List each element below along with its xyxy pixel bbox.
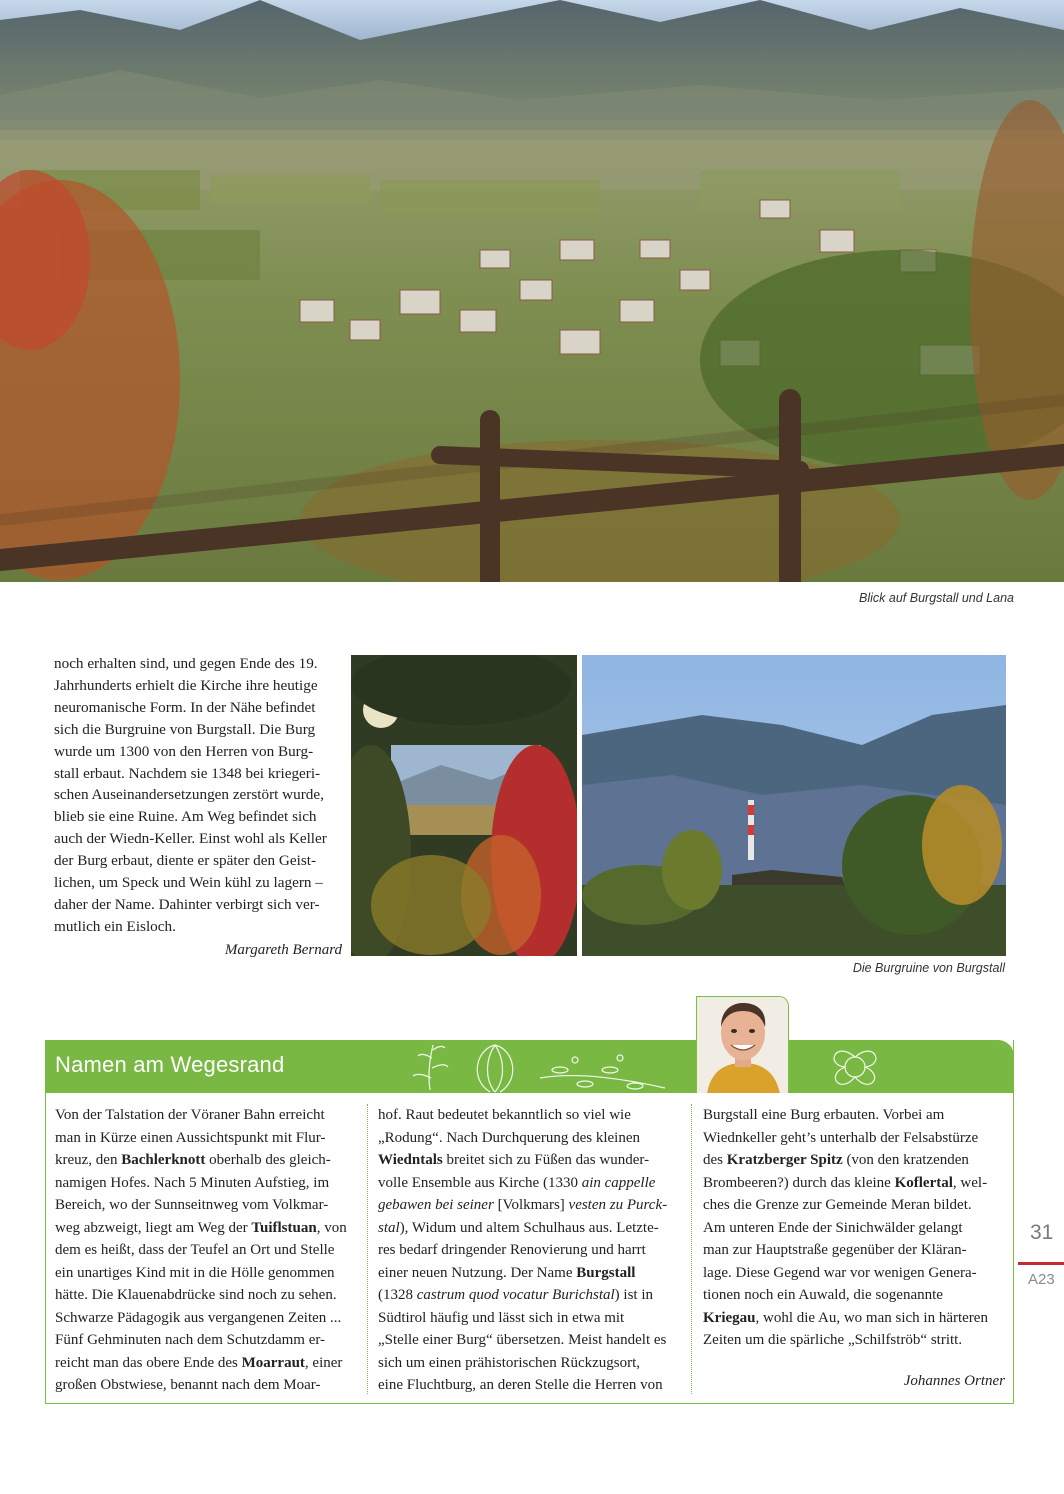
text-line — [55, 1352, 347, 1375]
text-line — [703, 1284, 988, 1307]
text-line — [378, 1239, 667, 1262]
column-divider — [367, 1104, 368, 1394]
article-line: noch erhalten sind, und gegen Ende des 19. — [54, 655, 318, 672]
text-run: tionen noch ein Auwald, die sogenannte — [703, 1287, 943, 1303]
text-line — [55, 1329, 347, 1352]
text-run: ein unartiges Kind mit in die Hölle genommen — [55, 1264, 335, 1281]
text-run: dem es heißt, dass der Teufel an Ort und Stelle — [55, 1242, 335, 1258]
text-run: breitet sich zu Füßen das wunder- — [442, 1152, 650, 1168]
article-line: auch der Wiedn-Keller. Einst wohl als Keller — [54, 830, 327, 848]
text-run: Zeiten um die spärliche „Schilfströb“ stritt. — [703, 1332, 963, 1348]
text-line — [703, 1262, 988, 1285]
text-run: (von den kratzenden — [842, 1152, 969, 1168]
text-line — [55, 1239, 347, 1262]
text-line — [378, 1307, 667, 1330]
text-run: eine Fluchtburg, an deren Stelle die Herren von — [378, 1377, 663, 1393]
text-line — [378, 1104, 667, 1127]
italic-quote: gebawen bei seiner — [378, 1197, 494, 1213]
page-accent-rule — [1018, 1262, 1064, 1265]
text-line — [55, 1217, 347, 1240]
text-line — [378, 1194, 667, 1217]
text-line — [703, 1149, 988, 1172]
text-line — [703, 1217, 988, 1240]
text-line — [378, 1352, 667, 1375]
italic-quote: vesten zu Purck- — [568, 1197, 668, 1213]
column-divider — [691, 1104, 692, 1394]
text-run: Bereich, wo der Sunnseitnweg vom Volkmar- — [55, 1197, 329, 1213]
article-line: lichen, um Speck und Wein kühl zu lagern – — [54, 874, 323, 892]
text-run: „Rodung“. Nach Durchquerung des kleinen — [378, 1129, 641, 1146]
text-line — [378, 1217, 667, 1240]
names-box-header — [45, 1040, 1014, 1093]
text-line — [55, 1262, 347, 1285]
text-run: ) ist in — [614, 1287, 653, 1303]
text-run: großen Obstwiese, benannt nach dem Moar- — [55, 1377, 321, 1393]
article-line: sich die Burgruine von Burgstall. Die Burg — [54, 720, 316, 738]
text-line — [55, 1284, 347, 1307]
article-line: wurde um 1300 von den Herren von Burg- — [54, 742, 314, 760]
text-run: Burgstall eine Burg erbauten. Vorbei am — [703, 1107, 945, 1123]
text-line — [378, 1284, 667, 1307]
text-run: volle Ensemble aus Kirche (1330 — [378, 1174, 582, 1191]
text-run: Schwarze Pädagogik aus vergangenen Zeiten ... — [55, 1309, 342, 1326]
author-portrait — [696, 996, 789, 1093]
text-run: des — [703, 1152, 727, 1168]
names-author: Johannes Ortner — [903, 1373, 1005, 1389]
text-run: man in Kürze einen Aussichtspunkt mit Flur- — [55, 1129, 326, 1146]
article-line: der Burg erbaut, diente er später den Geist- — [54, 852, 317, 870]
text-run: weg abzweigt, liegt am Weg der — [55, 1219, 252, 1236]
castle-ruin-photo — [582, 655, 1006, 956]
italic-quote: castrum quod vocatur Burichstal — [416, 1287, 615, 1303]
text-line — [378, 1149, 667, 1172]
text-line — [378, 1374, 667, 1397]
text-line — [378, 1329, 667, 1352]
text-line — [703, 1307, 988, 1330]
page-number: 31 — [1030, 1221, 1054, 1244]
text-line — [703, 1127, 988, 1150]
text-run: , von — [316, 1219, 347, 1236]
bold-place-name: Burgstall — [576, 1264, 636, 1281]
text-line — [703, 1172, 988, 1195]
text-run: (1328 — [378, 1287, 417, 1303]
text-run: lage. Diese Gegend war vor wenigen Genera- — [703, 1264, 977, 1281]
bold-place-name: Kratzberger Spitz — [726, 1152, 843, 1168]
text-run: einer neuen Nutzung. Der Name — [378, 1264, 577, 1281]
text-run: oberhalb des gleich- — [205, 1152, 331, 1168]
text-run: hof. Raut bedeutet bekanntlich so viel wie — [378, 1107, 631, 1123]
text-line — [378, 1172, 667, 1195]
text-line — [378, 1262, 667, 1285]
page-code: A23 — [1028, 1271, 1055, 1288]
hero-illustration — [0, 0, 1064, 582]
text-run: sich um einen prähistorischen Rückzugsort, — [378, 1354, 641, 1371]
article-body — [54, 653, 342, 938]
text-run: hätte. Die Klauenabdrücke sind noch zu sehen. — [55, 1287, 337, 1303]
text-run: reicht man das obere Ende des — [55, 1354, 242, 1371]
article-line: stall erbaut. Nachdem sie 1348 bei kriegeri- — [54, 764, 321, 782]
text-line — [378, 1127, 667, 1150]
text-run: Fünf Gehminuten nach dem Schutzdamm er- — [55, 1332, 326, 1348]
italic-quote: stal — [378, 1219, 400, 1236]
bold-place-name: Moarraut — [241, 1354, 305, 1371]
article-line: neuromanische Form. In der Nähe befindet — [54, 698, 316, 716]
text-run: namigen Hofes. Nach 5 Minuten Aufstieg, im — [55, 1174, 330, 1191]
text-run: kreuz, den — [55, 1152, 122, 1168]
text-run: „Stelle einer Burg“ übersetzen. Meist handelt es — [378, 1332, 667, 1348]
names-column-2 — [378, 1104, 667, 1397]
castle-photo-caption: Die Burgruine von Burgstall — [852, 961, 1005, 975]
text-line — [703, 1239, 988, 1262]
autumn-trees-photo — [351, 655, 577, 956]
text-line — [55, 1149, 347, 1172]
bold-place-name: Bachlerknott — [121, 1152, 206, 1168]
hero-caption: Blick auf Burgstall und Lana — [859, 591, 1014, 605]
text-line — [703, 1194, 988, 1217]
bold-place-name: Kriegau — [703, 1309, 756, 1326]
text-run: Wiednkeller geht’s unterhalb der Felsabstürze — [703, 1129, 979, 1146]
text-run: ), Widum und altem Schulhaus aus. Letzte- — [399, 1219, 659, 1236]
article-line: mutlich ein Eisloch. — [54, 917, 176, 935]
text-run: [Volkmars] — [493, 1197, 569, 1213]
hero-photo — [0, 0, 1064, 582]
bold-place-name: Tuiflstuan — [251, 1219, 317, 1236]
text-run: res bedarf dringender Renovierung und harrt — [378, 1242, 646, 1258]
text-run: , wohl die Au, wo man sich in härteren — [755, 1309, 988, 1326]
bold-place-name: Wiedntals — [378, 1152, 443, 1168]
names-box-title: Namen am Wegesrand — [55, 1052, 285, 1077]
names-column-3 — [703, 1104, 988, 1352]
text-run: man zur Hauptstraße gegenüber der Kläran- — [703, 1242, 967, 1258]
text-line — [55, 1127, 347, 1150]
text-line — [55, 1374, 347, 1397]
article-line: blieb sie eine Ruine. Am Weg befindet sich — [54, 808, 317, 826]
floral-ornaments — [45, 1040, 1014, 1093]
text-run: Brombeeren?) durch das kleine — [703, 1174, 895, 1191]
text-line — [703, 1104, 988, 1127]
italic-quote: ain cappelle — [581, 1174, 656, 1191]
article-line: Jahrhunderts erhielt die Kirche ihre heutige — [54, 676, 318, 694]
text-run: Am unteren Ende der Sinichwälder gelangt — [703, 1219, 963, 1236]
text-run: , wel- — [952, 1174, 988, 1191]
names-column-1 — [55, 1104, 347, 1397]
text-line — [55, 1104, 347, 1127]
text-line — [703, 1329, 988, 1352]
text-run: , einer — [304, 1354, 343, 1371]
article-line: schen Auseinandersetzungen zerstört wurde, — [54, 786, 324, 804]
text-line — [55, 1194, 347, 1217]
text-run: Von der Talstation der Vöraner Bahn erreicht — [55, 1107, 325, 1123]
text-line — [55, 1307, 347, 1330]
article-line: daher der Name. Dahinter verbirgt sich ver- — [54, 895, 320, 913]
text-run: Südtirol häufig und lässt sich in etwa mit — [378, 1309, 625, 1326]
text-line — [55, 1172, 347, 1195]
bold-place-name: Koflertal — [894, 1174, 953, 1191]
article-author: Margareth Bernard — [224, 942, 342, 958]
text-run: ches die Grenze zur Gemeinde Meran bildet. — [703, 1197, 972, 1213]
